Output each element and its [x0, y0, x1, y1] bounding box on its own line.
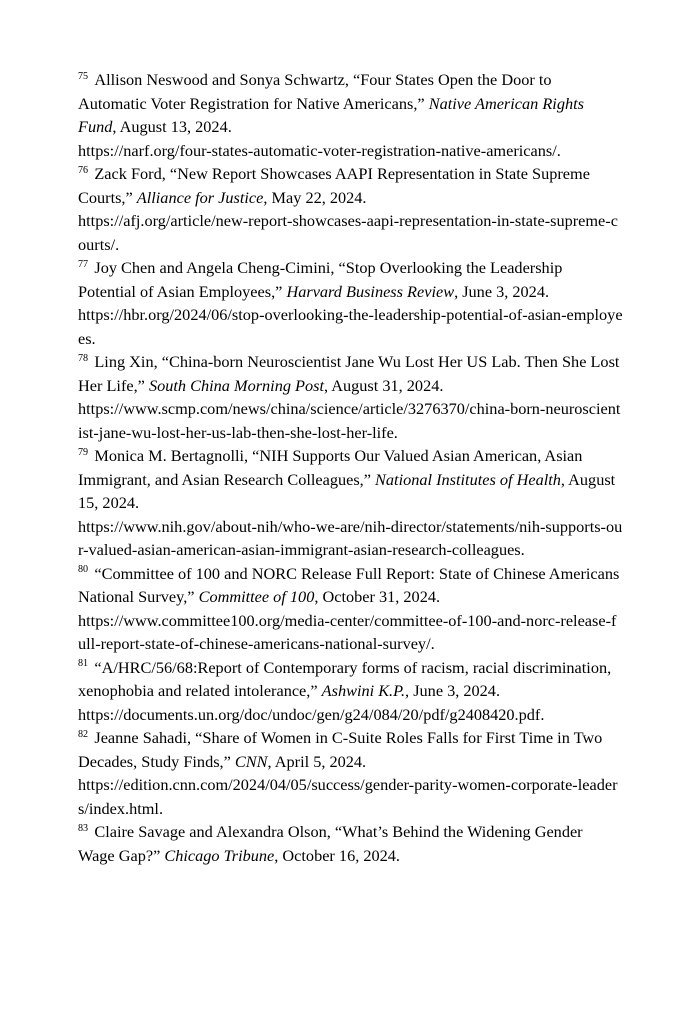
footnote-source: National Institutes of Health [375, 469, 561, 489]
footnote-source: South China Morning Post [148, 375, 325, 395]
footnote-url: https://edition.cnn.com/2024/04/05/success/gender-parity-women-corporate-leaders/index.html. [78, 775, 618, 818]
footnote-source: Ashwini K.P., [321, 681, 410, 700]
footnote-source: CNN [234, 751, 268, 771]
footnote-number: 80 [78, 564, 89, 576]
footnote-text-after: , August 31, 2024. [324, 375, 444, 395]
footnote [78, 68, 623, 162]
footnote-text-before: Allison Neswood and Sonya Schwartz, “Four States Open the Door to Automatic Voter Registration for Native Americans,” [78, 70, 552, 113]
footnote-source: Native American Rights Fund [78, 93, 584, 136]
footnote-text-after: , October 16, 2024. [274, 845, 400, 865]
footnote-text-before: Zack Ford, “New Report Showcases AAPI Representation in State Supreme Courts,” [78, 164, 590, 207]
footnote-url: https://narf.org/four-states-automatic-voter-registration-native-americans/. [78, 140, 561, 160]
footnote [78, 162, 623, 256]
footnote [78, 726, 623, 820]
footnote-url: https://www.committee100.org/media-center/committee-of-100-and-norc-release-full-report-state-of-chinese-americans-national-survey/. [78, 610, 617, 653]
footnote-url: https://www.nih.gov/about-nih/who-we-are/nih-director/statements/nih-supports-our-valued-asian-american-asian-immigrant-asian-research-colleagues. [78, 516, 623, 559]
footnote [78, 656, 623, 727]
footnotes-list [78, 68, 623, 867]
footnote-text-after: , October 31, 2024. [314, 587, 441, 606]
footnote [78, 562, 623, 656]
footnote-number: 75 [78, 70, 89, 82]
footnote-url: https://documents.un.org/doc/undoc/gen/g24/084/20/pdf/g2408420.pdf. [78, 704, 545, 724]
footnote-source: Chicago Tribune [164, 845, 275, 865]
footnote-text-after: , April 5, 2024. [267, 751, 367, 771]
footnote-number: 79 [78, 446, 89, 458]
footnote-text-before: Claire Savage and Alexandra Olson, “What’s Behind the Widening Gender Wage Gap?” [78, 822, 583, 865]
footnote-source: Harvard Business Review [286, 281, 455, 301]
footnote-url: https://afj.org/article/new-report-showcases-aapi-representation-in-state-supreme-courts/. [78, 211, 618, 254]
footnote-text-before: “Committee of 100 and NORC Release Full Report: State of Chinese Americans National Survey,” [78, 563, 620, 606]
footnote [78, 350, 623, 444]
footnote-text-after: , June 3, 2024. [454, 281, 550, 301]
footnote-number: 76 [78, 164, 89, 176]
footnote-text-before: “A/HRC/56/68:Report of Contemporary forms of racism, racial discrimination, xenophobia and related intolerance,” [78, 657, 612, 700]
footnote-text-after: , May 22, 2024. [263, 187, 367, 207]
footnote-text-after: June 3, 2024. [409, 681, 501, 700]
footnote-number: 78 [78, 352, 89, 364]
footnote-text-before: Joy Chen and Angela Cheng-Cimini, “Stop Overlooking the Leadership Potential of Asian Employees,” [78, 258, 563, 301]
footnote-url: https://www.scmp.com/news/china/science/article/3276370/china-born-neuroscientist-jane-wu-lost-her-us-lab-then-she-lost-her-life. [78, 399, 621, 442]
footnote-text-after: , August 15, 2024. [78, 469, 616, 512]
footnote-source: Committee of 100 [198, 587, 315, 606]
footnote-text-before: Monica M. Bertagnolli, “NIH Supports Our Valued Asian American, Asian Immigrant, and Asian Research Colleagues,” [78, 446, 583, 489]
footnote-url: https://hbr.org/2024/06/stop-overlooking-the-leadership-potential-of-asian-employees. [78, 305, 623, 348]
footnote-source: Alliance for Justice [136, 187, 264, 207]
footnote-text-before: Ling Xin, “China-born Neuroscientist Jane Wu Lost Her US Lab. Then She Lost Her Life,” [78, 352, 620, 395]
footnote-text-after: , August 13, 2024. [112, 117, 232, 136]
footnote-number: 82 [78, 728, 89, 740]
footnote-number: 81 [78, 658, 89, 670]
footnote-number: 77 [78, 258, 89, 270]
footnote-number: 83 [78, 822, 89, 834]
footnote-text-before: Jeanne Sahadi, “Share of Women in C-Suite Roles Falls for First Time in Two Decades, Study Finds,” [78, 728, 603, 771]
footnote [78, 256, 623, 350]
footnote [78, 444, 623, 562]
footnote [78, 820, 623, 867]
